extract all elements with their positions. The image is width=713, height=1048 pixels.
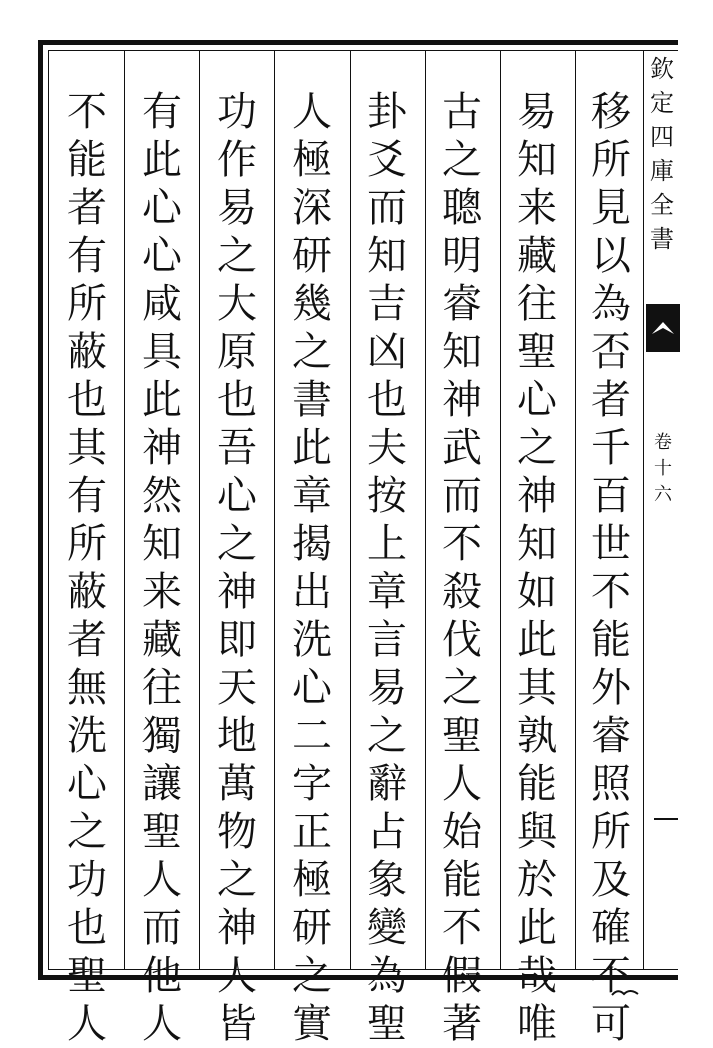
margin-rule: [643, 50, 644, 970]
glyph: 照: [591, 761, 631, 807]
text-column: [357, 88, 417, 1047]
glyph: 神: [442, 377, 482, 423]
glyph: 而: [367, 185, 407, 231]
glyph: 之: [292, 329, 332, 375]
column-rule: [199, 50, 200, 970]
volume-glyph: 卷: [654, 432, 672, 453]
glyph: 無: [67, 665, 107, 711]
glyph: 言: [367, 617, 407, 663]
glyph: 揭: [292, 521, 332, 567]
glyph: 人: [217, 953, 257, 999]
volume-glyph: 十: [654, 458, 672, 479]
glyph: 心: [142, 233, 182, 279]
glyph: 人: [67, 1001, 107, 1047]
text-column: [432, 88, 492, 1047]
glyph: 占: [367, 809, 407, 855]
glyph: 夫: [367, 425, 407, 471]
glyph: 不: [67, 89, 107, 135]
text-column: [132, 88, 192, 1047]
glyph: 能: [442, 857, 482, 903]
glyph: 而: [442, 473, 482, 519]
volume-label: [650, 430, 676, 508]
glyph: 之: [442, 665, 482, 711]
margin-title-glyph: 欽: [650, 55, 674, 83]
glyph: 功: [217, 89, 257, 135]
glyph: 卦: [367, 89, 407, 135]
glyph: 章: [292, 473, 332, 519]
glyph: 知: [442, 329, 482, 375]
glyph: 明: [442, 233, 482, 279]
margin-title-glyph: 庫: [650, 157, 674, 185]
glyph: 洗: [67, 713, 107, 759]
glyph: 神: [517, 473, 557, 519]
glyph: 神: [217, 569, 257, 615]
glyph: 不: [442, 905, 482, 951]
glyph: 易: [367, 665, 407, 711]
glyph: 所: [67, 281, 107, 327]
text-column: [581, 88, 641, 1047]
column-rule: [575, 50, 576, 970]
glyph: 睿: [591, 713, 631, 759]
glyph: 按: [367, 473, 407, 519]
glyph: 之: [217, 857, 257, 903]
glyph: 也: [67, 377, 107, 423]
margin-title-glyph: 書: [650, 225, 674, 253]
glyph: 不: [591, 569, 631, 615]
glyph: 書: [292, 377, 332, 423]
glyph: 之: [367, 713, 407, 759]
glyph: 為: [367, 953, 407, 999]
glyph: 凶: [367, 329, 407, 375]
glyph: 象: [367, 857, 407, 903]
glyph: 不: [591, 953, 631, 999]
glyph: 天: [217, 665, 257, 711]
glyph: 者: [67, 185, 107, 231]
glyph: 此: [517, 905, 557, 951]
glyph: 實: [292, 1001, 332, 1047]
glyph: 之: [217, 233, 257, 279]
glyph: 他: [142, 953, 182, 999]
glyph: 功: [67, 857, 107, 903]
glyph: 藏: [142, 617, 182, 663]
glyph: 有: [67, 473, 107, 519]
glyph: 者: [591, 377, 631, 423]
glyph: 具: [142, 329, 182, 375]
glyph: 辭: [367, 761, 407, 807]
glyph: 伐: [442, 617, 482, 663]
glyph: 心: [217, 473, 257, 519]
glyph: 讓: [142, 761, 182, 807]
glyph: 獨: [142, 713, 182, 759]
glyph: 往: [142, 665, 182, 711]
glyph: 出: [292, 569, 332, 615]
glyph: 蔽: [67, 329, 107, 375]
glyph: 吾: [217, 425, 257, 471]
glyph: 及: [591, 857, 631, 903]
glyph: 物: [217, 809, 257, 855]
glyph: 地: [217, 713, 257, 759]
glyph: 聰: [442, 185, 482, 231]
glyph: 千: [591, 425, 631, 471]
glyph: 能: [591, 617, 631, 663]
glyph: 藏: [517, 233, 557, 279]
glyph: 易: [217, 185, 257, 231]
glyph: 之: [292, 953, 332, 999]
glyph: 假: [442, 953, 482, 999]
glyph: 咸: [142, 281, 182, 327]
glyph: 所: [591, 809, 631, 855]
glyph: 聖: [367, 1001, 407, 1047]
glyph: 此: [142, 137, 182, 183]
glyph: 此: [292, 425, 332, 471]
column-rule: [274, 50, 275, 970]
glyph: 知: [142, 521, 182, 567]
glyph: 武: [442, 425, 482, 471]
glyph: 其: [517, 665, 557, 711]
glyph: 唯: [517, 1001, 557, 1047]
glyph: 世: [591, 521, 631, 567]
glyph: 聖: [442, 713, 482, 759]
glyph: 心: [517, 377, 557, 423]
glyph: 聖: [517, 329, 557, 375]
column-rule: [350, 50, 351, 970]
glyph: 洗: [292, 617, 332, 663]
glyph: 古: [442, 89, 482, 135]
glyph: 而: [142, 905, 182, 951]
glyph: 萬: [217, 761, 257, 807]
glyph: 作: [217, 137, 257, 183]
glyph: 否: [591, 329, 631, 375]
glyph: 有: [142, 89, 182, 135]
bottom-mark: [608, 986, 644, 998]
glyph: 易: [517, 89, 557, 135]
glyph: 與: [517, 809, 557, 855]
glyph: 皆: [217, 1001, 257, 1047]
glyph: 也: [217, 377, 257, 423]
glyph: 能: [517, 761, 557, 807]
glyph: 也: [67, 905, 107, 951]
glyph: 心: [292, 665, 332, 711]
glyph: 能: [67, 137, 107, 183]
glyph: 殺: [442, 569, 482, 615]
glyph: 以: [591, 233, 631, 279]
margin-title-glyph: 四: [650, 123, 674, 151]
glyph: 心: [67, 761, 107, 807]
glyph: 心: [142, 185, 182, 231]
glyph: 聖: [142, 809, 182, 855]
glyph: 原: [217, 329, 257, 375]
glyph: 研: [292, 905, 332, 951]
glyph: 深: [292, 185, 332, 231]
glyph: 外: [591, 665, 631, 711]
glyph: 極: [292, 857, 332, 903]
text-column: [282, 88, 342, 1047]
glyph: 著: [442, 1001, 482, 1047]
glyph: 研: [292, 233, 332, 279]
glyph: 章: [367, 569, 407, 615]
glyph: 神: [217, 905, 257, 951]
glyph: 所: [67, 521, 107, 567]
glyph: 字: [292, 761, 332, 807]
glyph: 知: [517, 137, 557, 183]
glyph: 為: [591, 281, 631, 327]
glyph: 百: [591, 473, 631, 519]
glyph: 不: [442, 521, 482, 567]
column-rule: [425, 50, 426, 970]
text-column: [207, 88, 267, 1047]
glyph: 知: [517, 521, 557, 567]
glyph: 之: [217, 521, 257, 567]
text-column: [57, 88, 117, 1047]
glyph: 也: [367, 377, 407, 423]
column-rule: [500, 50, 501, 970]
glyph: 聖: [67, 953, 107, 999]
glyph: 如: [517, 569, 557, 615]
glyph: 有: [67, 233, 107, 279]
glyph: 之: [67, 809, 107, 855]
glyph: 可: [591, 1001, 631, 1047]
glyph: 神: [142, 425, 182, 471]
margin-title-glyph: 定: [650, 89, 674, 117]
page-marker: [654, 818, 678, 820]
glyph: 大: [217, 281, 257, 327]
glyph: 始: [442, 809, 482, 855]
glyph: 者: [67, 617, 107, 663]
glyph: 確: [591, 905, 631, 951]
glyph: 人: [292, 89, 332, 135]
glyph: 人: [142, 857, 182, 903]
glyph: 哉: [517, 953, 557, 999]
glyph: 之: [517, 425, 557, 471]
glyph: 吉: [367, 281, 407, 327]
glyph: 變: [367, 905, 407, 951]
glyph: 幾: [292, 281, 332, 327]
glyph: 其: [67, 425, 107, 471]
glyph: 蔽: [67, 569, 107, 615]
margin-title-glyph: 全: [650, 191, 674, 219]
column-rule: [124, 50, 125, 970]
margin-title: [646, 52, 678, 452]
glyph: 孰: [517, 713, 557, 759]
glyph: 所: [591, 137, 631, 183]
glyph: 二: [292, 713, 332, 759]
glyph: 人: [442, 761, 482, 807]
glyph: 之: [442, 137, 482, 183]
text-column: [507, 88, 567, 1047]
glyph: 人: [142, 1001, 182, 1047]
glyph: 然: [142, 473, 182, 519]
glyph: 移: [591, 89, 631, 135]
glyph: 極: [292, 137, 332, 183]
glyph: 来: [517, 185, 557, 231]
glyph: 此: [142, 377, 182, 423]
glyph: 知: [367, 233, 407, 279]
glyph: 於: [517, 857, 557, 903]
volume-glyph: 六: [654, 484, 672, 505]
glyph: 往: [517, 281, 557, 327]
glyph: 睿: [442, 281, 482, 327]
glyph: 此: [517, 617, 557, 663]
glyph: 上: [367, 521, 407, 567]
glyph: 来: [142, 569, 182, 615]
fish-tail-mark: [646, 304, 680, 352]
glyph: 見: [591, 185, 631, 231]
glyph: 爻: [367, 137, 407, 183]
glyph: 即: [217, 617, 257, 663]
glyph: 正: [292, 809, 332, 855]
